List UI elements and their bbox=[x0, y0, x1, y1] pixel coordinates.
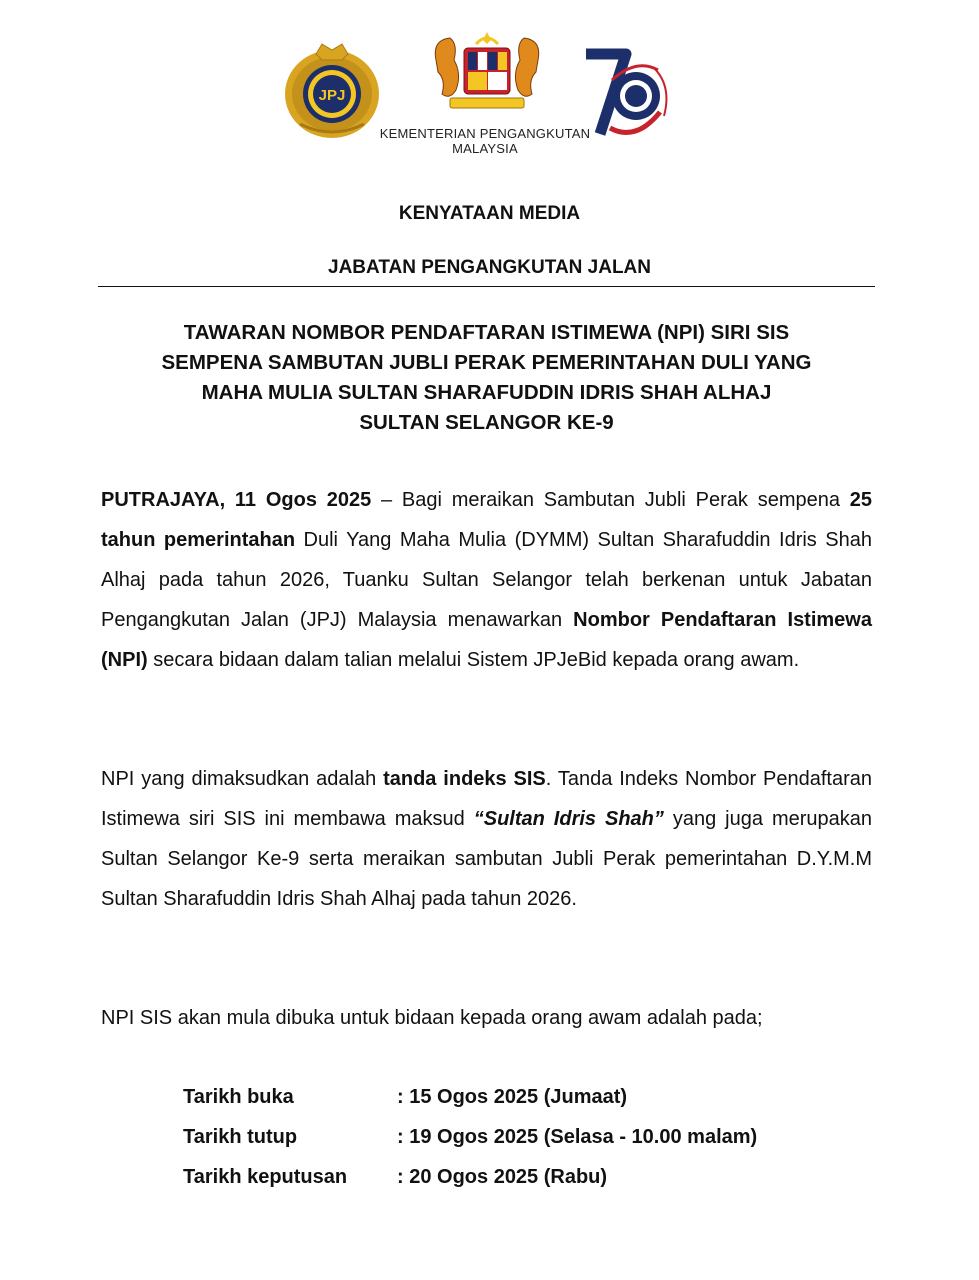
paragraph-text: yang juga merupakan Sultan Selangor Ke-9 serta meraikan sambutan Jubli Perak pemerintahan D.Y.M.M Sultan Sharafuddin Idris Shah Alhaj pada tahun 2026. bbox=[101, 808, 873, 910]
date-row-result bbox=[183, 1157, 757, 1197]
dates-list bbox=[183, 1077, 757, 1197]
title-line: MAHA MULIA SULTAN SHARAFUDDIN IDRIS SHAH ALHAJ bbox=[201, 381, 772, 404]
bold-phrase: Nombor Pendaftaran Istimewa (NPI) bbox=[101, 609, 872, 671]
right-tiger-icon bbox=[515, 38, 538, 96]
date-label: Tarikh tutup bbox=[183, 1126, 298, 1148]
paragraph-text: secara bidaan dalam talian melalui Sistem JPJeBid kepada orang awam. bbox=[147, 649, 800, 671]
date-value: : 15 Ogos 2025 (Jumaat) bbox=[397, 1086, 628, 1108]
title-line: SULTAN SELANGOR KE-9 bbox=[359, 411, 614, 434]
bold-phrase: tanda indeks SIS bbox=[383, 768, 546, 790]
dateline: PUTRAJAYA, 11 Ogos 2025 bbox=[101, 489, 372, 511]
paragraph-text: NPI yang dimaksudkan adalah bbox=[101, 768, 384, 790]
left-tiger-icon bbox=[435, 38, 458, 96]
jpj-emblem-logo bbox=[282, 38, 382, 142]
department-heading: JABATAN PENGANGKUTAN JALAN bbox=[328, 257, 651, 278]
paragraph-text: . Tanda Indeks Nombor Pendaftaran Istimewa siri SIS ini membawa maksud bbox=[101, 768, 872, 830]
date-label: Tarikh keputusan bbox=[183, 1166, 348, 1188]
paragraph-npi-meaning bbox=[101, 759, 872, 919]
motto-scroll bbox=[450, 98, 524, 108]
quoted-phrase: “Sultan Idris Shah” bbox=[473, 808, 664, 830]
title-line: TAWARAN NOMBOR PENDAFTARAN ISTIMEWA (NPI) SIRI SIS bbox=[183, 321, 790, 344]
paragraph-text: Duli Yang Maha Mulia (DYMM) Sultan Sharafuddin Idris Shah Alhaj pada tahun 2026, Tuanku Sultan Selangor telah berkenan untuk Jabatan Pengangkutan Jalan (JPJ) Malaysia menawarkan bbox=[101, 529, 872, 631]
date-value: : 20 Ogos 2025 (Rabu) bbox=[397, 1166, 608, 1188]
media-statement-heading: KENYATAAN MEDIA bbox=[398, 203, 581, 224]
date-label: Tarikh buka bbox=[183, 1086, 294, 1108]
ministry-name bbox=[370, 126, 600, 156]
title-line: SEMPENA SAMBUTAN JUBLI PERAK PEMERINTAHAN DULI YANG bbox=[161, 351, 812, 374]
logo-header bbox=[0, 0, 979, 170]
paragraph-intro bbox=[101, 480, 872, 680]
bold-phrase: 25 tahun pemerintahan bbox=[101, 489, 873, 551]
ministry-line1: KEMENTERIAN PENGANGKUTAN bbox=[379, 126, 591, 141]
jpj-emblem-text: JPJ bbox=[318, 87, 346, 104]
paragraph-bidding-open: NPI SIS akan mula dibuka untuk bidaan kepada orang awam adalah pada; bbox=[101, 1007, 763, 1029]
date-row-open bbox=[183, 1077, 757, 1117]
date-value: : 19 Ogos 2025 (Selasa - 10.00 malam) bbox=[397, 1126, 758, 1148]
coat-of-arms-logo bbox=[428, 30, 546, 114]
date-row-close bbox=[183, 1117, 757, 1157]
ministry-line2: MALAYSIA bbox=[452, 141, 518, 156]
paragraph-text: – Bagi meraikan Sambutan Jubli Perak sempena bbox=[371, 489, 850, 511]
header-divider bbox=[98, 286, 875, 287]
statement-title bbox=[98, 318, 875, 438]
